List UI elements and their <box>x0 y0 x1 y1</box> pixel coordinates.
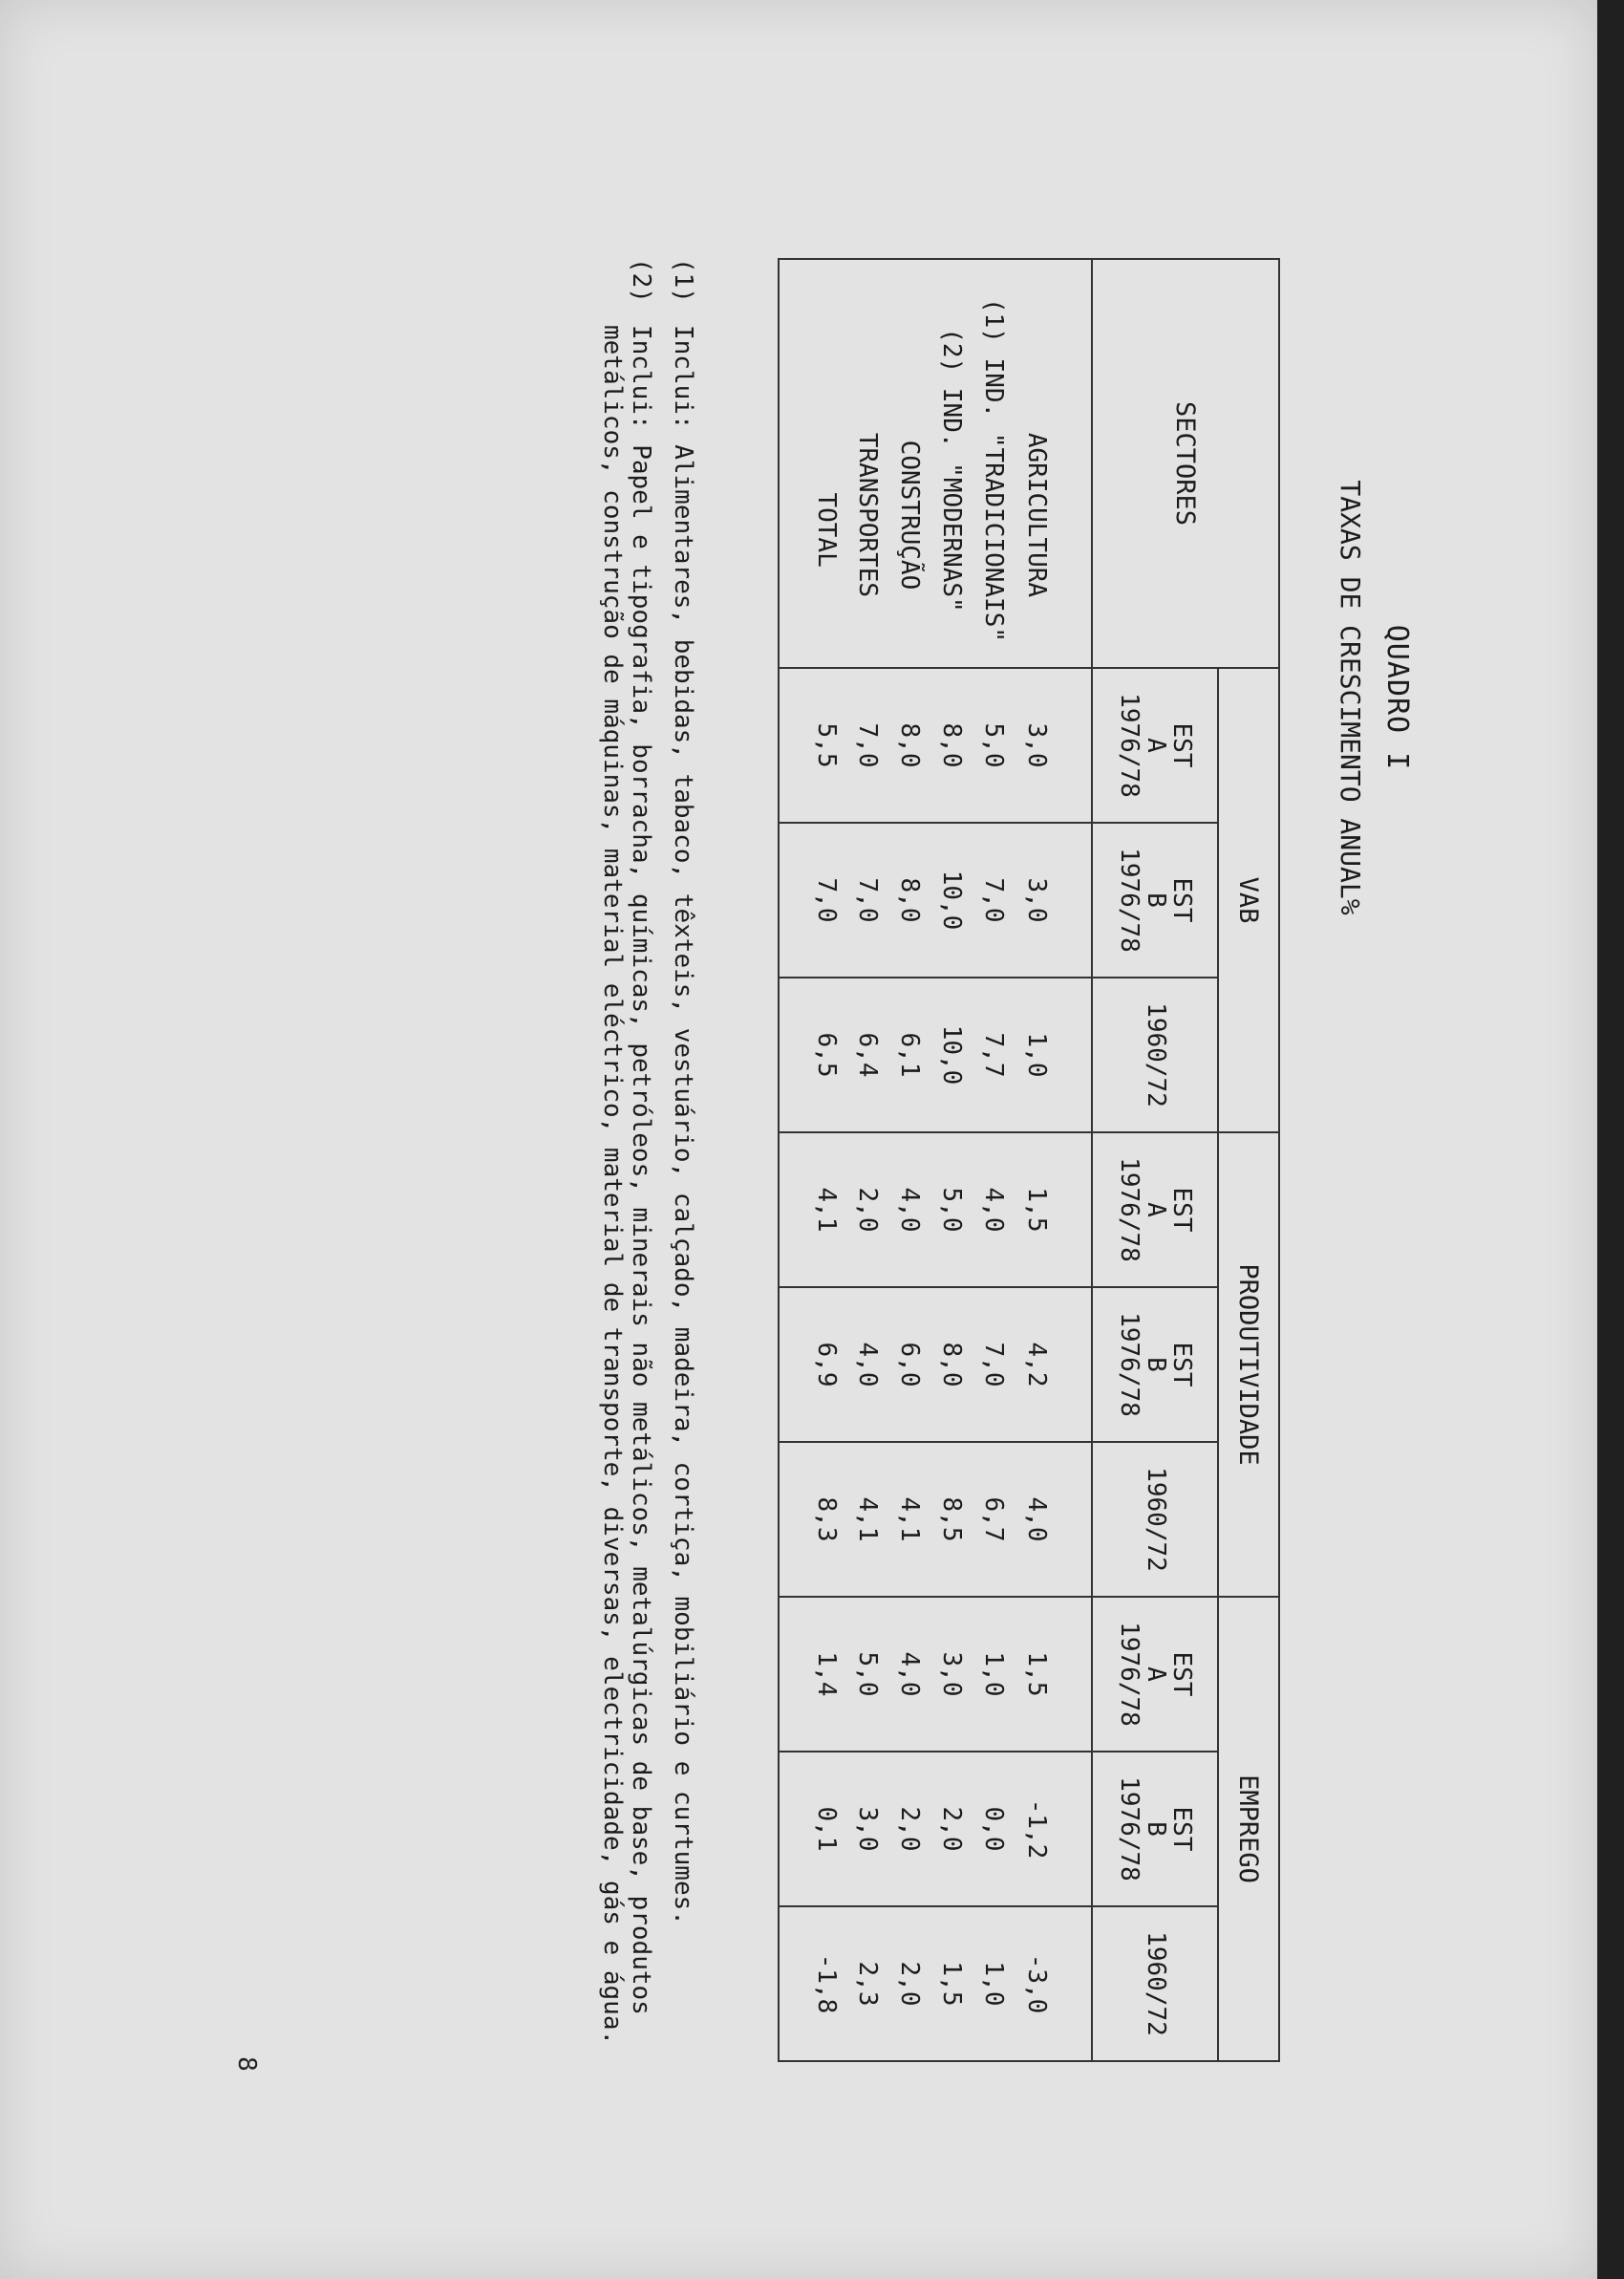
column-header-line: EST <box>1166 1342 1196 1387</box>
footnote <box>669 258 697 2131</box>
table-cell: 7,0 <box>846 668 888 823</box>
table-row <box>972 259 1015 2061</box>
table-cell: 2,0 <box>888 1752 930 1906</box>
table-cell: 1,5 <box>1015 1597 1092 1752</box>
column-header-line: 1976/78 <box>1115 848 1144 953</box>
column-header <box>1092 823 1218 978</box>
footnotes <box>585 258 697 2131</box>
table-cell: 2,0 <box>888 1906 930 2061</box>
growth-rates-table <box>778 258 1280 2062</box>
column-header-line: 1976/78 <box>1115 1312 1144 1417</box>
column-header <box>1092 1597 1218 1752</box>
table-row <box>846 259 888 2061</box>
column-header-line: B <box>1141 1357 1170 1372</box>
table-cell: 4,0 <box>888 1597 930 1752</box>
table-row <box>888 259 930 2061</box>
table-cell: 2,3 <box>846 1906 888 2061</box>
table-cell: 4,1 <box>846 1442 888 1597</box>
table-cell: -1,8 <box>779 1906 846 2061</box>
table-cell: 5,0 <box>930 1132 972 1287</box>
table-row <box>779 259 846 2061</box>
table-cell: 8,0 <box>888 668 930 823</box>
column-header-line: EST <box>1166 1651 1196 1697</box>
column-header <box>1092 978 1218 1132</box>
column-header-line: EST <box>1166 877 1196 923</box>
table-cell: 6,7 <box>972 1442 1015 1597</box>
column-header-line: EST <box>1166 722 1196 768</box>
table-cell: 8,0 <box>930 1287 972 1442</box>
footnote-text: Inclui: Papel e tipografia, borracha, químicas, petróleos, minerais não metálicos, metalúrgicas de base, produtos metálicos, construção de máquinas, material eléctrico, material de transporte, diversas, electricidade, gás e água. <box>598 325 655 2046</box>
table-cell: 7,0 <box>972 823 1015 978</box>
table-cell: 4,1 <box>779 1132 846 1287</box>
table-cell: 3,0 <box>846 1752 888 1906</box>
table-cell: 1,0 <box>1015 978 1092 1132</box>
footnote-number: (2) <box>627 258 655 303</box>
column-header-line: A <box>1141 1666 1170 1682</box>
column-header <box>1092 1442 1218 1597</box>
page-number: 8 <box>232 2056 261 2072</box>
column-header <box>1092 1752 1218 1906</box>
table-cell: 10,0 <box>930 978 972 1132</box>
column-header-line: B <box>1141 1821 1170 1837</box>
group-header-produtividade: PRODUTIVIDADE <box>1218 1132 1279 1597</box>
footnote-number: (1) <box>669 258 697 303</box>
column-header-line: EST <box>1166 1187 1196 1233</box>
table-row <box>930 259 972 2061</box>
table-cell: 4,0 <box>1015 1442 1092 1597</box>
group-header-emprego: EMPREGO <box>1218 1597 1279 2061</box>
table-cell: 7,7 <box>972 978 1015 1132</box>
table-cell: 4,1 <box>888 1442 930 1597</box>
column-header <box>1092 1287 1218 1442</box>
sector-label: TOTAL <box>779 259 846 668</box>
table-cell: 4,0 <box>888 1132 930 1287</box>
table-cell: 8,0 <box>888 823 930 978</box>
table-cell: 6,5 <box>779 978 846 1132</box>
table-cell: 0,0 <box>972 1752 1015 1906</box>
column-header-line: A <box>1141 738 1170 753</box>
table-body <box>779 259 1092 2061</box>
table-cell: -3,0 <box>1015 1906 1092 2061</box>
table-cell: 8,0 <box>930 668 972 823</box>
footnote-text: Inclui: Alimentares, bebidas, tabaco, têxteis, vestuário, calçado, madeira, cortiça, mobiliário e curtumes. <box>669 325 697 1925</box>
table-cell: 6,0 <box>888 1287 930 1442</box>
table-cell: 2,0 <box>846 1132 888 1287</box>
table-cell: 6,9 <box>779 1287 846 1442</box>
table-cell: 7,0 <box>779 823 846 978</box>
rotated-content <box>382 220 1433 2131</box>
column-header-line: 1976/78 <box>1115 1157 1144 1262</box>
column-header <box>1092 1132 1218 1287</box>
table-cell: 3,0 <box>1015 823 1092 978</box>
footnote <box>598 258 655 2131</box>
table-cell: 6,4 <box>846 978 888 1132</box>
table-cell: 4,2 <box>1015 1287 1092 1442</box>
group-header-vab: VAB <box>1218 668 1279 1132</box>
sector-label: TRANSPORTES <box>846 259 888 668</box>
table-cell: 1,5 <box>1015 1132 1092 1287</box>
table-cell: 1,5 <box>930 1906 972 2061</box>
page-subtitle: TAXAS DE CRESCIMENTO ANUAL% <box>1335 480 1366 915</box>
column-header-line: 1960/72 <box>1141 1002 1170 1107</box>
table-cell: 3,0 <box>930 1597 972 1752</box>
table-cell: 0,1 <box>779 1752 846 1906</box>
table-cell: 2,0 <box>930 1752 972 1906</box>
sector-label: CONSTRUÇÃO <box>888 259 930 668</box>
sector-label: AGRICULTURA <box>1015 259 1092 668</box>
column-header-line: B <box>1141 892 1170 908</box>
column-header-line: 1976/78 <box>1115 693 1144 798</box>
table-cell: 3,0 <box>1015 668 1092 823</box>
table-cell: 1,0 <box>972 1597 1015 1752</box>
column-header-line: 1976/78 <box>1115 1776 1144 1881</box>
column-header-line: 1960/72 <box>1141 1467 1170 1572</box>
table-cell: 5,0 <box>846 1597 888 1752</box>
table-cell: 10,0 <box>930 823 972 978</box>
column-header-line: EST <box>1166 1806 1196 1852</box>
table-cell: 6,1 <box>888 978 930 1132</box>
sectors-header: SECTORES <box>1092 259 1279 668</box>
table-row <box>1015 259 1092 2061</box>
table-cell: 8,5 <box>930 1442 972 1597</box>
table-cell: 1,4 <box>779 1597 846 1752</box>
table-cell: -1,2 <box>1015 1752 1092 1906</box>
table-cell: 7,0 <box>972 1287 1015 1442</box>
table-cell: 1,0 <box>972 1906 1015 2061</box>
column-header-line: 1976/78 <box>1115 1622 1144 1727</box>
column-header-line: A <box>1141 1202 1170 1217</box>
table-cell: 8,3 <box>779 1442 846 1597</box>
table-cell: 5,5 <box>779 668 846 823</box>
table-cell: 4,0 <box>846 1287 888 1442</box>
column-header-line: 1960/72 <box>1141 1931 1170 2036</box>
sector-label: (1) IND. "TRADICIONAIS" <box>972 259 1015 668</box>
page-title: QUADRO I <box>1380 624 1414 771</box>
column-header <box>1092 1906 1218 2061</box>
table-cell: 4,0 <box>972 1132 1015 1287</box>
sector-label: (2) IND. "MODERNAS" <box>930 259 972 668</box>
table-cell: 5,0 <box>972 668 1015 823</box>
column-header <box>1092 668 1218 823</box>
table-cell: 7,0 <box>846 823 888 978</box>
